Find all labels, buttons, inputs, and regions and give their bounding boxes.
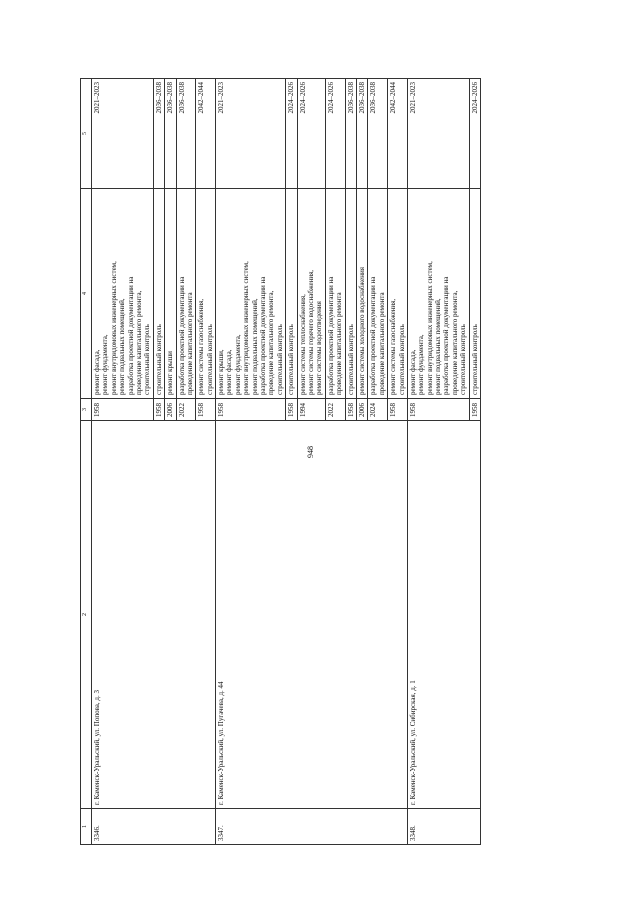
work-line: ремонт фундамента, bbox=[417, 334, 426, 395]
planned-period: 2036–2038 bbox=[356, 79, 367, 189]
construction-year: 2022 bbox=[325, 399, 345, 421]
construction-year: 1958 bbox=[469, 399, 480, 421]
work-line: ремонт внутридомовых инженерных систем, bbox=[425, 261, 434, 395]
work-line: ремонт внутридомовых инженерных систем, bbox=[242, 261, 251, 395]
planned-period: 2036–2038 bbox=[153, 79, 164, 189]
work-line: проведение капитального ремонта, bbox=[134, 290, 143, 395]
work-line: проведение капитального ремонта bbox=[377, 292, 386, 395]
column-number: 1 bbox=[81, 809, 92, 845]
work-description bbox=[297, 189, 325, 399]
work-line: разработка проектной документации на bbox=[369, 276, 378, 395]
construction-year: 1994 bbox=[297, 399, 325, 421]
work-line: ремонт системы газоснабжения, bbox=[197, 298, 206, 395]
work-line: строительный контроль bbox=[143, 324, 152, 395]
work-line: строительный контроль bbox=[459, 324, 468, 395]
planned-period: 2024–2026 bbox=[469, 79, 480, 189]
planned-period: 2036–2038 bbox=[165, 79, 176, 189]
work-description bbox=[356, 189, 367, 399]
work-line: проведение капитального ремонта bbox=[335, 292, 344, 395]
work-description bbox=[196, 189, 216, 399]
work-description bbox=[469, 189, 480, 399]
work-description bbox=[165, 189, 176, 399]
work-line: ремонт системы водоотведения bbox=[315, 301, 324, 395]
work-line: строительный контроль bbox=[346, 324, 355, 395]
construction-year: 1958 bbox=[407, 399, 469, 421]
work-line: проведение капитального ремонта bbox=[185, 292, 194, 395]
work-line: ремонт фундамента, bbox=[101, 334, 110, 395]
work-line: ремонт фундамента, bbox=[233, 334, 242, 395]
planned-period: 2021–2023 bbox=[92, 79, 154, 189]
work-line: ремонт фасада, bbox=[225, 349, 234, 395]
work-line: ремонт крыши, bbox=[217, 349, 226, 395]
planned-period: 2021–2023 bbox=[216, 79, 286, 189]
work-line: ремонт системы теплоснабжения, bbox=[298, 294, 307, 395]
planned-period: 2024–2026 bbox=[325, 79, 345, 189]
planned-period: 2021–2023 bbox=[407, 79, 469, 189]
work-description bbox=[153, 189, 164, 399]
work-description bbox=[216, 189, 286, 399]
entry-number: 3348. bbox=[407, 809, 480, 845]
planned-period: 2024–2026 bbox=[286, 79, 297, 189]
page-number: 948 bbox=[306, 446, 315, 458]
work-line: проведение капитального ремонта, bbox=[267, 290, 276, 395]
planned-period: 2042–2044 bbox=[388, 79, 408, 189]
work-line: строительный контроль bbox=[275, 324, 284, 395]
construction-year: 1958 bbox=[216, 399, 286, 421]
planned-period: 2024–2026 bbox=[297, 79, 325, 189]
work-description bbox=[368, 189, 388, 399]
work-line: ремонт фасада, bbox=[93, 349, 101, 395]
column-number: 5 bbox=[81, 79, 92, 189]
construction-year: 1958 bbox=[92, 399, 154, 421]
work-description bbox=[176, 189, 196, 399]
work-line: ремонт подвальных помещений, bbox=[118, 298, 127, 395]
entry-address: г. Каменск-Уральский, ул. Попова, д. 3 bbox=[92, 421, 216, 809]
table-row bbox=[216, 79, 286, 845]
column-number: 3 bbox=[81, 399, 92, 421]
work-line: ремонт фасада, bbox=[408, 349, 417, 395]
work-line: ремонт подвальных помещений, bbox=[250, 298, 259, 395]
construction-year: 2006 bbox=[165, 399, 176, 421]
work-line: ремонт системы горячего водоснабжения, bbox=[306, 269, 315, 395]
construction-year: 2024 bbox=[368, 399, 388, 421]
entry-address: г. Каменск-Уральский, ул. Пугачева, д. 44 bbox=[216, 421, 408, 809]
work-description bbox=[345, 189, 356, 399]
construction-year: 1958 bbox=[345, 399, 356, 421]
work-description bbox=[407, 189, 469, 399]
planned-period: 2036–2038 bbox=[345, 79, 356, 189]
work-line: разработка проектной документации на bbox=[126, 276, 135, 395]
table-row bbox=[92, 79, 154, 845]
work-description bbox=[92, 189, 154, 399]
construction-year: 1958 bbox=[286, 399, 297, 421]
rotated-table-area bbox=[80, 79, 604, 845]
work-line: ремонт системы газоснабжения, bbox=[389, 298, 398, 395]
work-line: разработка проектной документации на bbox=[326, 276, 335, 395]
construction-year: 2022 bbox=[176, 399, 196, 421]
work-line: строительный контроль bbox=[205, 324, 214, 395]
work-line: ремонт внутридомовых инженерных систем, bbox=[109, 261, 118, 395]
construction-year: 1958 bbox=[196, 399, 216, 421]
entry-number: 3346. bbox=[92, 809, 216, 845]
work-line: проведение капитального ремонта, bbox=[450, 290, 459, 395]
work-line: разработка проектной документации на bbox=[259, 276, 268, 395]
entry-number: 3347. bbox=[216, 809, 408, 845]
planned-period: 2036–2038 bbox=[368, 79, 388, 189]
work-line: строительный контроль bbox=[154, 324, 163, 395]
work-description bbox=[388, 189, 408, 399]
construction-year: 1958 bbox=[153, 399, 164, 421]
entry-address: г. Каменск-Уральский, ул. Сибирская, д. 1 bbox=[407, 421, 480, 809]
repair-schedule-table bbox=[80, 78, 481, 845]
work-line: ремонт системы холодного водоснабжения bbox=[357, 267, 366, 395]
work-line: строительный контроль bbox=[470, 324, 479, 395]
column-number: 2 bbox=[81, 421, 92, 809]
planned-period: 2042–2044 bbox=[196, 79, 216, 189]
work-line: строительный контроль bbox=[287, 324, 296, 395]
column-number: 4 bbox=[81, 189, 92, 399]
planned-period: 2036–2038 bbox=[176, 79, 196, 189]
work-line: ремонт подвальных помещений, bbox=[434, 298, 443, 395]
work-line: строительный контроль bbox=[397, 324, 406, 395]
work-line: ремонт крыши bbox=[166, 351, 175, 395]
work-description bbox=[325, 189, 345, 399]
table-row bbox=[407, 79, 469, 845]
work-line: разработка проектной документации на bbox=[177, 276, 186, 395]
work-line: разработка проектной документации на bbox=[442, 276, 451, 395]
construction-year: 2006 bbox=[356, 399, 367, 421]
column-numbers-row bbox=[81, 79, 92, 845]
construction-year: 1958 bbox=[388, 399, 408, 421]
work-description bbox=[286, 189, 297, 399]
